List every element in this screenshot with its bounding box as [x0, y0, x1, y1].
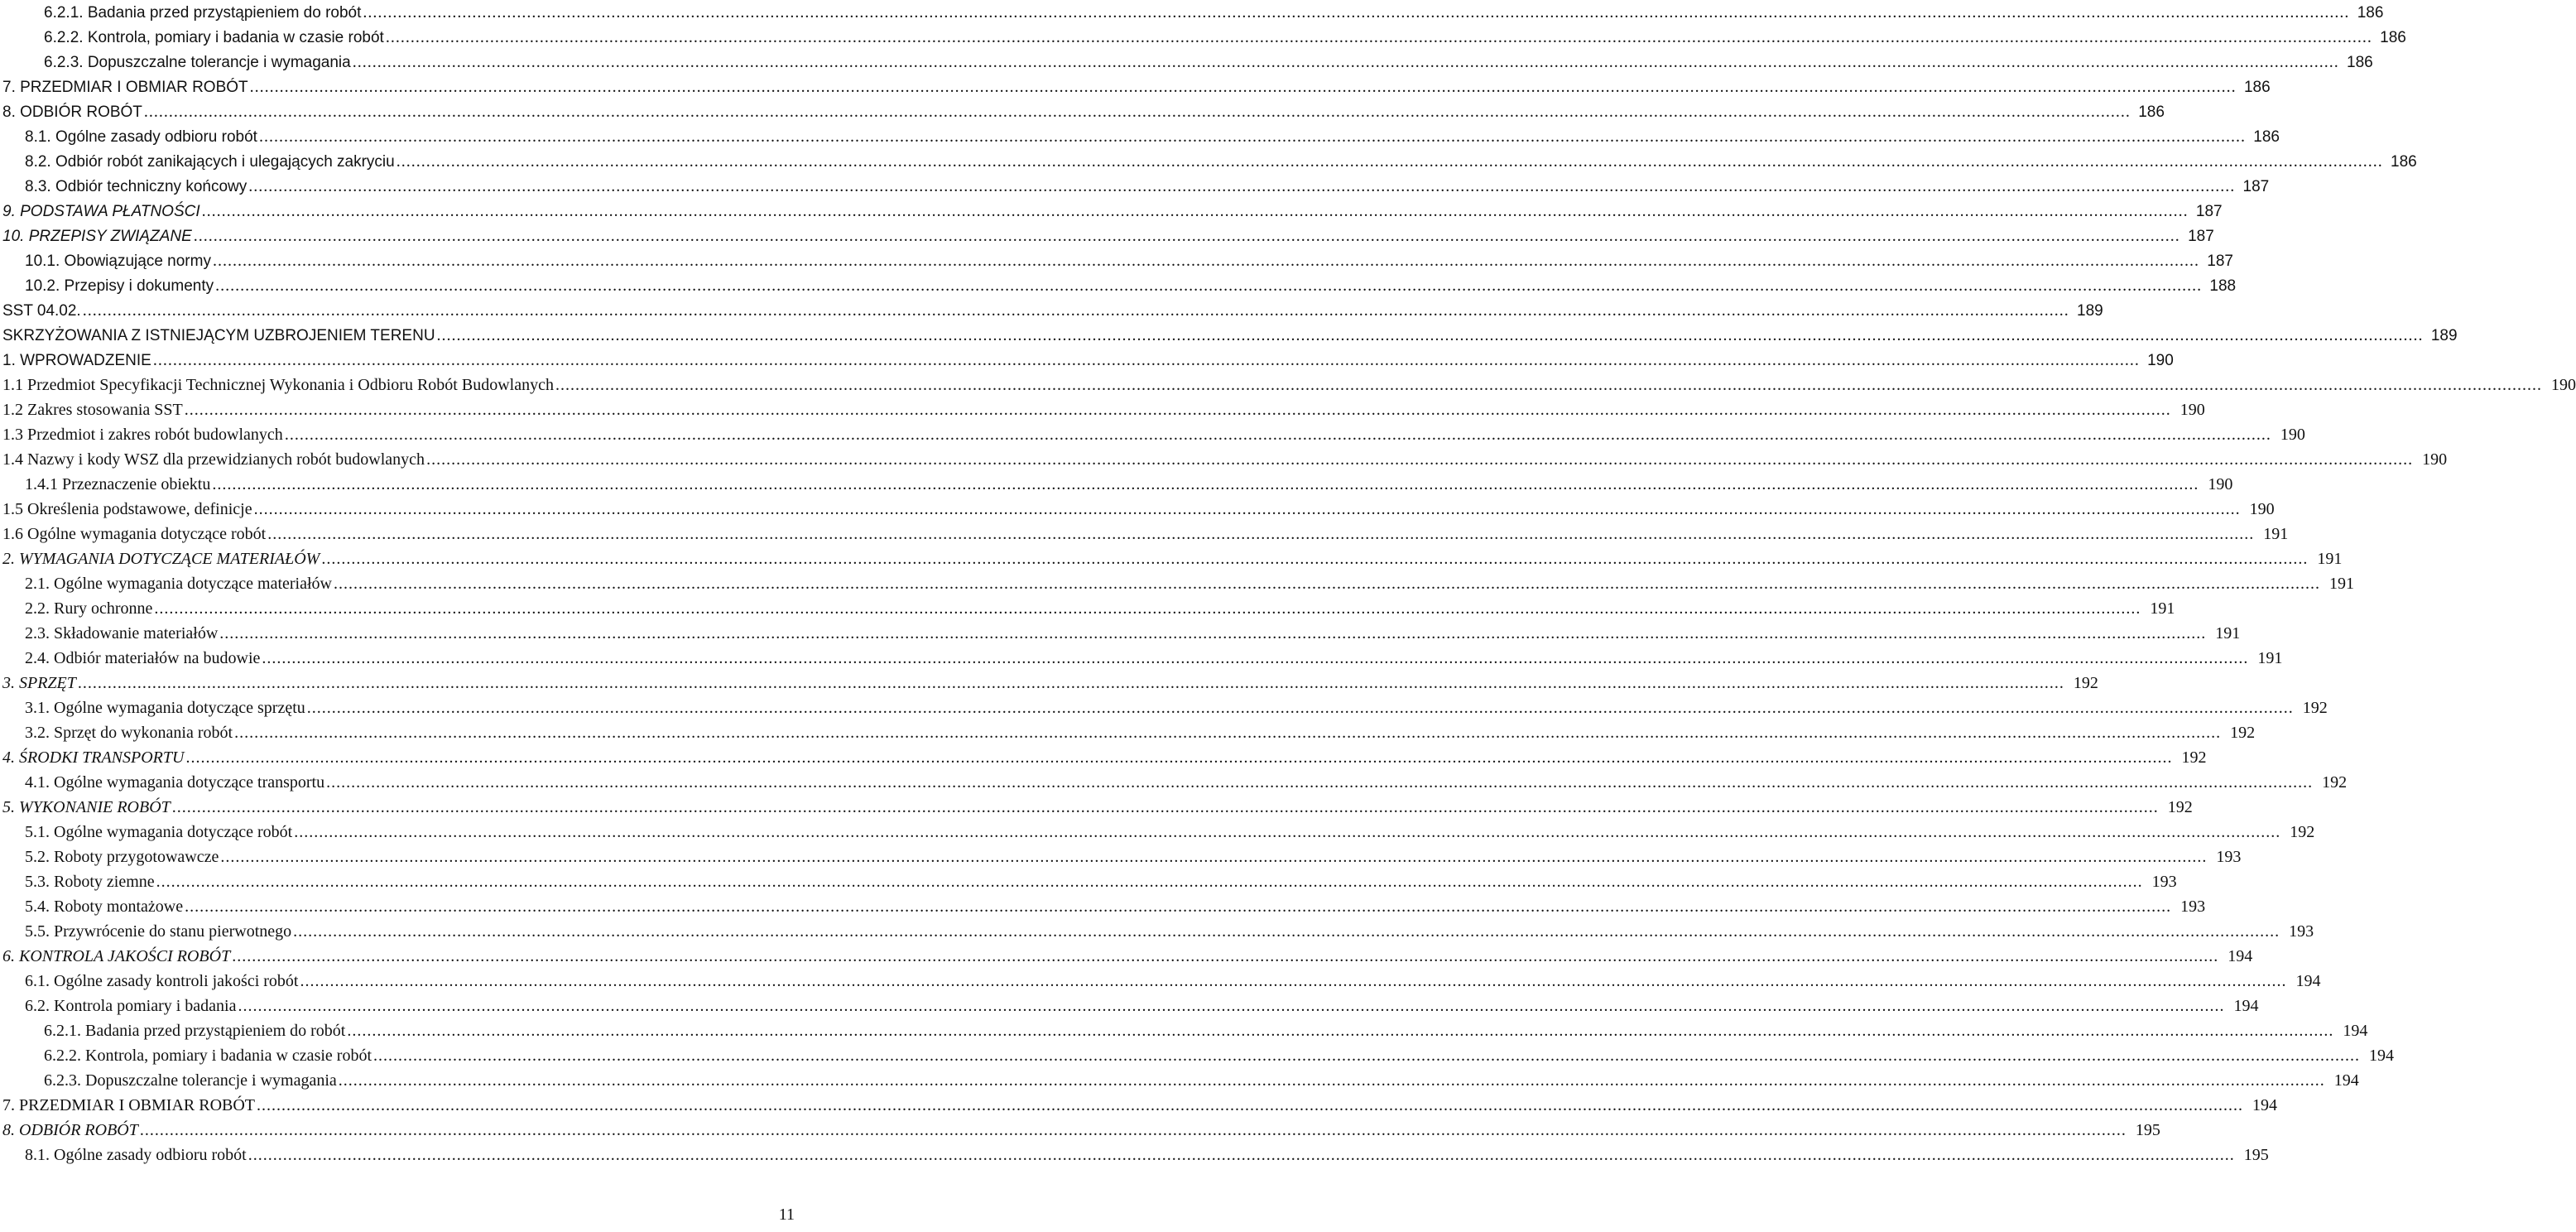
toc-entry[interactable]	[0, 149, 2417, 174]
toc-entry-title: 6.2.2. Kontrola, pomiary i badania w czasie robót	[44, 26, 386, 51]
toc-entry[interactable]	[0, 820, 2315, 845]
toc-entry-title: 4.1. Ogólne wymagania dotyczące transportu	[25, 770, 326, 795]
toc-entry-page: 186	[2383, 150, 2417, 175]
toc-entry-page: 187	[2199, 249, 2233, 274]
toc-entry[interactable]	[0, 323, 2458, 348]
toc-entry[interactable]	[0, 1143, 2269, 1167]
toc-entry-title: 1.1 Przedmiot Specyfikacji Technicznej Wykonania i Odbioru Robót Budowlanych	[2, 373, 555, 397]
toc-entry-page: 194	[2225, 994, 2259, 1018]
toc-dot-leader: ................................................................................................................................................................................................................................................................................................................................................................................................................	[555, 376, 2542, 394]
toc-dot-leader: ................................................................................................................................................................................................................................................................................................................................................................................................................	[156, 873, 2143, 891]
toc-entry-page: 190	[2542, 373, 2576, 397]
toc-entry-page: 189	[2069, 299, 2103, 324]
toc-entry[interactable]	[0, 99, 2165, 124]
toc-entry-title: 5.3. Roboty ziemne	[25, 869, 156, 894]
toc-entry[interactable]	[0, 447, 2448, 472]
toc-entry-title: 9. PODSTAWA PŁATNOŚCI	[2, 200, 202, 224]
toc-entry-title: 1.3 Przedmiot i zakres robót budowlanych	[2, 422, 285, 447]
toc-entry-page: 195	[2127, 1118, 2160, 1143]
toc-entry-title: 5.2. Roboty przygotowawcze	[25, 845, 220, 869]
toc-dot-leader: ................................................................................................................................................................................................................................................................................................................................................................................................................	[249, 78, 2237, 96]
toc-entry-page: 186	[2372, 26, 2406, 51]
toc-entry[interactable]	[0, 546, 2343, 571]
toc-entry-title: 3.1. Ogólne wymagania dotyczące sprzętu	[25, 695, 307, 720]
toc-dot-leader: ................................................................................................................................................................................................................................................................................................................................................................................................................	[185, 898, 2172, 916]
toc-entry-title: SST 04.02.	[2, 299, 83, 324]
toc-dot-leader: ................................................................................................................................................................................................................................................................................................................................................................................................................	[257, 1096, 2244, 1114]
toc-dot-leader: ................................................................................................................................................................................................................................................................................................................................................................................................................	[193, 227, 2180, 245]
toc-entry[interactable]	[0, 472, 2233, 497]
toc-entry-page: 191	[2308, 546, 2342, 571]
toc-entry-page: 192	[2313, 770, 2347, 795]
toc-dot-leader: ................................................................................................................................................................................................................................................................................................................................................................................................................	[248, 1146, 2235, 1164]
toc-dot-leader: ................................................................................................................................................................................................................................................................................................................................................................................................................	[385, 28, 2372, 46]
toc-entry-title: 10.1. Obowiązujące normy	[25, 249, 213, 274]
toc-entry-title: 8.1. Ogólne zasady odbioru robót	[25, 1143, 248, 1167]
toc-entry-page: 194	[2333, 1018, 2367, 1043]
toc-entry-page: 194	[2325, 1068, 2359, 1093]
toc-entry[interactable]	[0, 621, 2241, 646]
toc-entry-title: 2. WYMAGANIA DOTYCZĄCE MATERIAŁÓW	[2, 546, 321, 571]
toc-entry-page: 190	[2271, 422, 2305, 447]
toc-dot-leader: ................................................................................................................................................................................................................................................................................................................................................................................................................	[238, 997, 2225, 1015]
toc-dot-leader: ................................................................................................................................................................................................................................................................................................................................................................................................................	[219, 624, 2207, 642]
toc-entry-title: 6. KONTROLA JAKOŚCI ROBÓT	[2, 944, 232, 969]
toc-dot-leader: ................................................................................................................................................................................................................................................................................................................................................................................................................	[262, 649, 2249, 667]
toc-entry[interactable]	[0, 795, 2193, 820]
toc-entry-title: 4. ŚRODKI TRANSPORTU	[2, 745, 185, 770]
toc-entry-page: 190	[2199, 472, 2232, 497]
toc-dot-leader: ................................................................................................................................................................................................................................................................................................................................................................................................................	[306, 699, 2294, 717]
toc-entry-title: 10. PRZEPISY ZWIĄZANE	[2, 224, 194, 249]
toc-entry-page: 187	[2189, 200, 2223, 224]
toc-entry[interactable]	[0, 894, 2206, 919]
toc-dot-leader: ................................................................................................................................................................................................................................................................................................................................................................................................................	[234, 724, 2222, 742]
toc-entry[interactable]	[0, 1093, 2278, 1118]
toc-dot-leader: ................................................................................................................................................................................................................................................................................................................................................................................................................	[185, 748, 2173, 767]
toc-entry-title: 1.6 Ogólne wymagania dotyczące robót	[2, 522, 267, 546]
toc-entry-title: 6.2.1. Badania przed przystąpieniem do robót	[44, 1, 363, 26]
toc-entry-page: 193	[2171, 894, 2205, 919]
toc-entry-page: 186	[2339, 51, 2373, 75]
toc-entry[interactable]	[0, 25, 2406, 50]
toc-dot-leader: ................................................................................................................................................................................................................................................................................................................................................................................................................	[267, 525, 2255, 543]
toc-dot-leader: ................................................................................................................................................................................................................................................................................................................................................................................................................	[258, 128, 2246, 146]
toc-entry-title: 1.5 Określenia podstawowe, definicje	[2, 497, 254, 522]
toc-entry[interactable]	[0, 869, 2177, 894]
toc-entry-title: 2.1. Ogólne wymagania dotyczące materiałów	[25, 571, 334, 596]
toc-entry-page: 186	[2246, 125, 2280, 150]
toc-dot-leader: ................................................................................................................................................................................................................................................................................................................................................................................................................	[220, 848, 2208, 866]
toc-entry[interactable]	[0, 1018, 2368, 1043]
toc-entry[interactable]	[0, 273, 2237, 298]
toc-entry-title: 7. PRZEDMIAR I OBMIAR ROBÓT	[2, 75, 250, 100]
toc-dot-leader: ................................................................................................................................................................................................................................................................................................................................................................................................................	[253, 500, 2241, 518]
toc-entry-title: 6.2.2. Kontrola, pomiary i badania w czasie robót	[44, 1043, 373, 1068]
toc-entry[interactable]	[0, 1043, 2394, 1068]
toc-entry[interactable]	[0, 248, 2233, 273]
toc-entry-title: 5.4. Roboty montażowe	[25, 894, 185, 919]
toc-entry-title: 1.2 Zakres stosowania SST	[2, 397, 185, 422]
toc-entry-title: 6.2.3. Dopuszczalne tolerancje i wymagania	[44, 1068, 339, 1093]
toc-dot-leader: ................................................................................................................................................................................................................................................................................................................................................................................................................	[212, 252, 2199, 270]
toc-entry[interactable]	[0, 770, 2348, 795]
toc-entry[interactable]	[0, 646, 2283, 671]
toc-entry-title: 1.4.1 Przeznaczenie obiektu	[25, 472, 212, 497]
toc-dot-leader: ................................................................................................................................................................................................................................................................................................................................................................................................................	[143, 103, 2131, 121]
toc-entry[interactable]	[0, 224, 2214, 248]
toc-dot-leader: ................................................................................................................................................................................................................................................................................................................................................................................................................	[82, 301, 2069, 320]
toc-entry[interactable]	[0, 0, 2384, 25]
toc-entry-page: 186	[2237, 75, 2271, 100]
toc-dot-leader: ................................................................................................................................................................................................................................................................................................................................................................................................................	[373, 1047, 2360, 1065]
toc-entry-page: 189	[2424, 324, 2458, 349]
toc-entry[interactable]	[0, 919, 2314, 944]
toc-entry-title: 8. ODBIÓR ROBÓT	[2, 100, 144, 125]
toc-dot-leader: ................................................................................................................................................................................................................................................................................................................................................................................................................	[77, 674, 2064, 692]
toc-dot-leader: ................................................................................................................................................................................................................................................................................................................................................................................................................	[152, 351, 2140, 369]
toc-dot-leader: ................................................................................................................................................................................................................................................................................................................................................................................................................	[347, 1022, 2334, 1040]
toc-entry[interactable]	[0, 397, 2205, 422]
toc-entry-page: 188	[2202, 274, 2236, 299]
toc-entry-title: 2.4. Odbiór materiałów na budowie	[25, 646, 262, 671]
toc-entry-page: 190	[2241, 497, 2275, 522]
toc-entry-title: 7. PRZEDMIAR I OBMIAR ROBÓT	[2, 1093, 257, 1118]
toc-entry-page: 187	[2180, 224, 2214, 249]
toc-entry[interactable]	[0, 373, 2576, 397]
toc-entry[interactable]	[0, 944, 2253, 969]
toc-entry[interactable]	[0, 720, 2256, 745]
toc-dot-leader: ................................................................................................................................................................................................................................................................................................................................................................................................................	[338, 1071, 2325, 1090]
toc-dot-leader: ................................................................................................................................................................................................................................................................................................................................................................................................................	[321, 550, 2309, 568]
toc-entry-title: 1.4 Nazwy i kody WSZ dla przewidzianych robót budowlanych	[2, 447, 426, 472]
toc-entry-page: 194	[2243, 1093, 2277, 1118]
toc-dot-leader: ................................................................................................................................................................................................................................................................................................................................................................................................................	[396, 152, 2383, 171]
toc-entry[interactable]	[0, 522, 2289, 546]
toc-entry-title: 5.1. Ogólne wymagania dotyczące robót	[25, 820, 294, 845]
toc-entry-page: 187	[2235, 175, 2269, 200]
toc-entry-title: SKRZYŻOWANIA Z ISTNIEJĄCYM UZBROJENIEM TERENU	[2, 324, 437, 349]
toc-dot-leader: ................................................................................................................................................................................................................................................................................................................................................................................................................	[171, 798, 2159, 816]
toc-entry[interactable]	[0, 671, 2098, 695]
toc-dot-leader: ................................................................................................................................................................................................................................................................................................................................................................................................................	[333, 575, 2320, 593]
toc-entry-page: 191	[2141, 596, 2175, 621]
toc-entry-page: 191	[2248, 646, 2282, 671]
toc-entry-page: 194	[2360, 1043, 2394, 1068]
toc-dot-leader: ................................................................................................................................................................................................................................................................................................................................................................................................................	[248, 177, 2236, 195]
toc-entry-page: 192	[2280, 820, 2314, 845]
toc-dot-leader: ................................................................................................................................................................................................................................................................................................................................................................................................................	[300, 972, 2287, 990]
toc-dot-leader: ................................................................................................................................................................................................................................................................................................................................................................................................................	[352, 53, 2339, 71]
toc-entry-page: 190	[2413, 447, 2447, 472]
toc-dot-leader: ................................................................................................................................................................................................................................................................................................................................................................................................................	[436, 326, 2424, 344]
toc-entry-title: 8. ODBIÓR ROBÓT	[2, 1118, 140, 1143]
toc-dot-leader: ................................................................................................................................................................................................................................................................................................................................................................................................................	[426, 450, 2414, 469]
toc-entry-title: 8.2. Odbiór robót zanikających i ulegających zakryciu	[25, 150, 396, 175]
toc-entry-title: 2.2. Rury ochronne	[25, 596, 154, 621]
toc-dot-leader: ................................................................................................................................................................................................................................................................................................................................................................................................................	[201, 202, 2189, 220]
toc-dot-leader: ................................................................................................................................................................................................................................................................................................................................................................................................................	[215, 277, 2203, 295]
toc-entry-page: 191	[2254, 522, 2288, 546]
toc-entry[interactable]	[0, 298, 2103, 323]
toc-entry-title: 6.1. Ogólne zasady kontroli jakości robót	[25, 969, 300, 994]
toc-entry-page: 186	[2131, 100, 2165, 125]
toc-entry-title: 6.2.3. Dopuszczalne tolerancje i wymagania	[44, 51, 353, 75]
toc-entry[interactable]	[0, 994, 2259, 1018]
toc-entry[interactable]	[0, 969, 2321, 994]
toc-entry-title: 5. WYKONANIE ROBÓT	[2, 795, 172, 820]
toc-entry[interactable]	[0, 174, 2270, 199]
page-number: 11	[778, 1206, 795, 1224]
toc-entry[interactable]	[0, 348, 2174, 373]
toc-dot-leader: ................................................................................................................................................................................................................................................................................................................................................................................................................	[294, 823, 2281, 841]
toc-entry[interactable]	[0, 422, 2305, 447]
toc-dot-leader: ................................................................................................................................................................................................................................................................................................................................................................................................................	[139, 1121, 2127, 1139]
toc-dot-leader: ................................................................................................................................................................................................................................................................................................................................................................................................................	[284, 426, 2271, 444]
toc-entry-page: 194	[2218, 944, 2252, 969]
toc-entry-title: 3. SPRZĘT	[2, 671, 78, 695]
toc-entry-page: 191	[2320, 571, 2354, 596]
toc-entry-page: 190	[2171, 397, 2205, 422]
toc-entry-title: 8.1. Ogólne zasady odbioru robót	[25, 125, 259, 150]
toc-entry-title: 6.2.1. Badania przed przystąpieniem do robót	[44, 1018, 347, 1043]
toc-dot-leader: ................................................................................................................................................................................................................................................................................................................................................................................................................	[363, 3, 2350, 22]
toc-dot-leader: ................................................................................................................................................................................................................................................................................................................................................................................................................	[154, 599, 2141, 618]
toc-entry-page: 193	[2207, 845, 2241, 869]
toc-entry-page: 192	[2294, 695, 2328, 720]
toc-dot-leader: ................................................................................................................................................................................................................................................................................................................................................................................................................	[232, 947, 2219, 965]
toc-entry[interactable]	[0, 845, 2242, 869]
toc-entry[interactable]	[0, 75, 2271, 99]
toc-entry[interactable]	[0, 596, 2175, 621]
toc-entry-title: 3.2. Sprzęt do wykonania robót	[25, 720, 234, 745]
toc-dot-leader: ................................................................................................................................................................................................................................................................................................................................................................................................................	[184, 401, 2171, 419]
toc-entry-page: 192	[2064, 671, 2098, 695]
toc-entry-page: 195	[2235, 1143, 2269, 1167]
toc-entry-page: 191	[2206, 621, 2240, 646]
toc-entry-page: 193	[2280, 919, 2314, 944]
toc-entry-title: 8.3. Odbiór techniczny końcowy	[25, 175, 248, 200]
toc-entry[interactable]	[0, 497, 2275, 522]
toc-entry-title: 6.2. Kontrola pomiary i badania	[25, 994, 238, 1018]
toc-entry[interactable]	[0, 695, 2328, 720]
toc-entry[interactable]	[0, 745, 2207, 770]
toc-entry-title: 10.2. Przepisy i dokumenty	[25, 274, 215, 299]
toc-entry-page: 190	[2140, 349, 2174, 373]
toc-entry-page: 192	[2221, 720, 2255, 745]
toc-entry[interactable]	[0, 1118, 2160, 1143]
toc-dot-leader: ................................................................................................................................................................................................................................................................................................................................................................................................................	[326, 773, 2314, 792]
toc-entry[interactable]	[0, 571, 2354, 596]
toc-entry-title: 1. WPROWADZENIE	[2, 349, 153, 373]
toc-entry-title: 5.5. Przywrócenie do stanu pierwotnego	[25, 919, 293, 944]
toc-entry[interactable]	[0, 1068, 2359, 1093]
toc-dot-leader: ................................................................................................................................................................................................................................................................................................................................................................................................................	[212, 475, 2199, 493]
toc-entry[interactable]	[0, 50, 2373, 75]
toc-entry-page: 193	[2143, 869, 2177, 894]
toc-entry-title: 2.3. Składowanie materiałów	[25, 621, 219, 646]
toc-entry[interactable]	[0, 199, 2223, 224]
toc-entry-page: 192	[2159, 795, 2193, 820]
toc-dot-leader: ................................................................................................................................................................................................................................................................................................................................................................................................................	[293, 922, 2280, 941]
toc-entry-page: 192	[2172, 745, 2206, 770]
toc-entry[interactable]	[0, 124, 2280, 149]
toc-entry-page: 186	[2349, 1, 2383, 26]
toc-entry-page: 194	[2287, 969, 2321, 994]
